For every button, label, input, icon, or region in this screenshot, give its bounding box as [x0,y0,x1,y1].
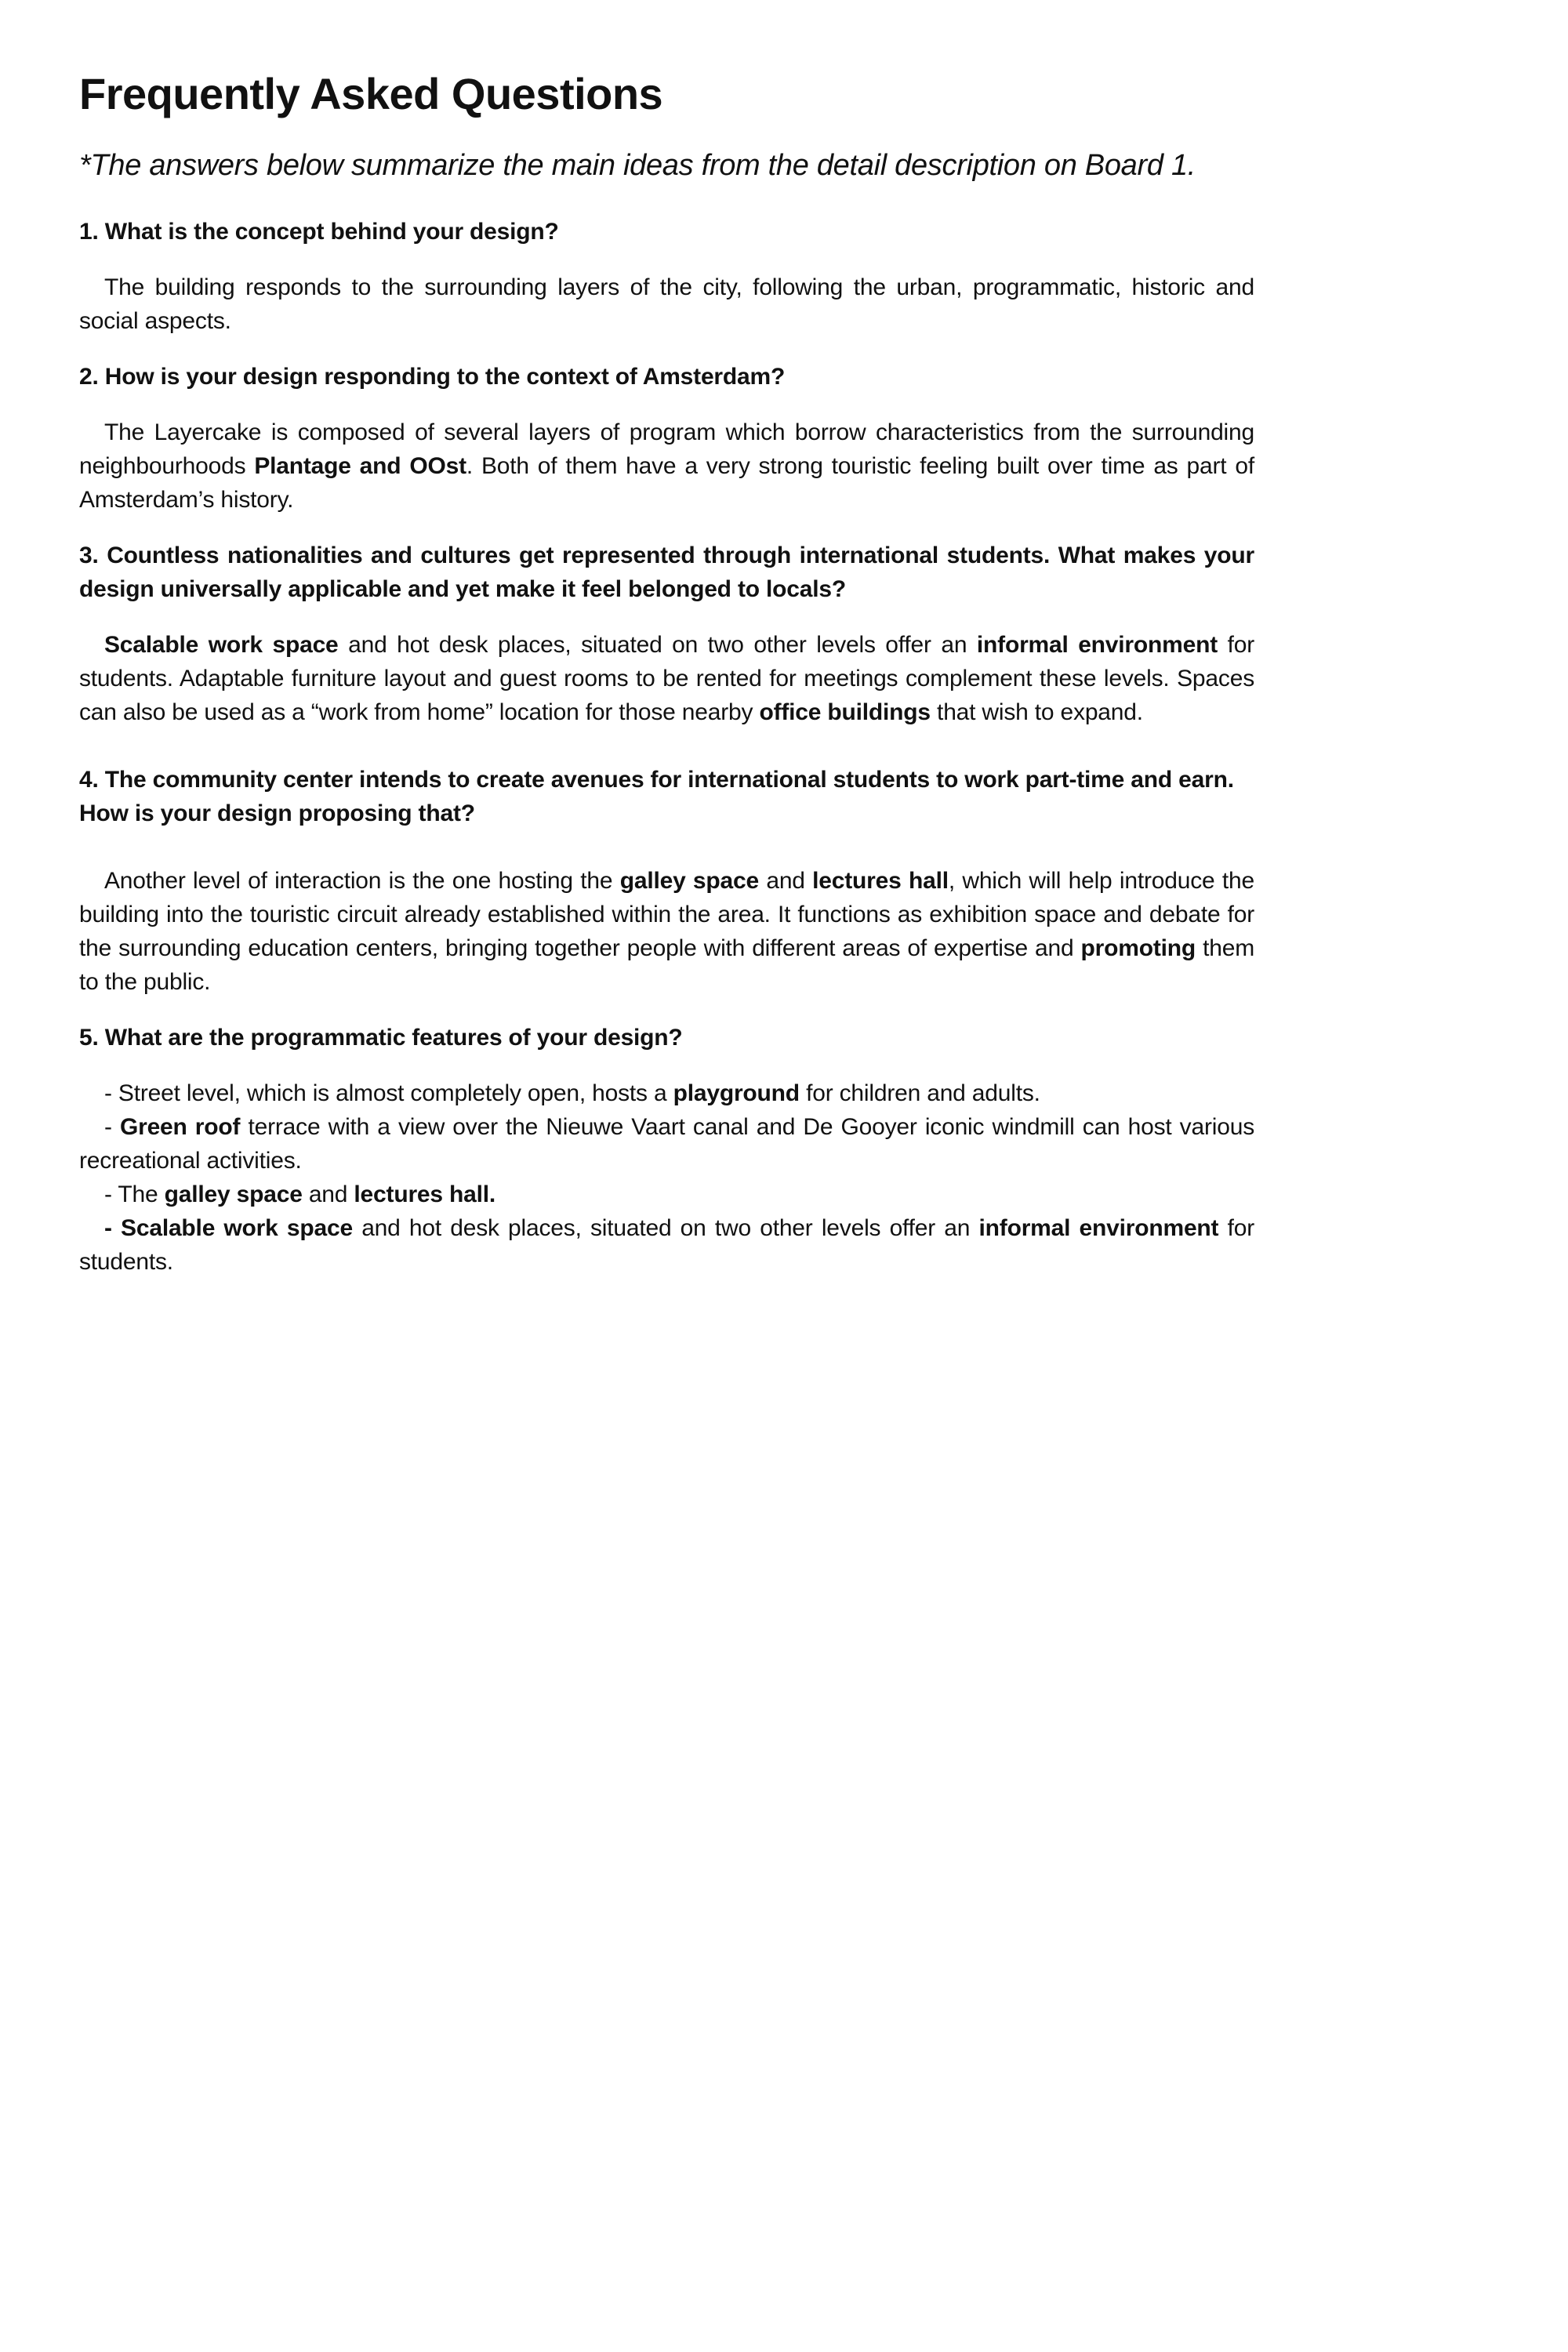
feature-2-bold-1: Green roof [119,1114,241,1140]
answer-3-text-2: for students. Adaptable furniture layout and guest rooms to be rented for meetings complement these levels. Spaces can also be used as a “work from home” location for those nearby [79,632,1254,725]
feature-1-text-1: - Street level, which is almost completely open, hosts a [104,1080,673,1106]
question-2: 2. How is your design responding to the context of Amsterdam? [79,364,786,390]
feature-item-4 [79,1211,1254,1279]
feature-3-bold-2: lectures hall. [354,1181,496,1207]
question-1: 1. What is the concept behind your design? [79,219,559,245]
answer-3-bold-2: informal environment [976,632,1218,658]
answer-3-text-1: and hot desk places, situated on two other levels offer an [338,632,977,658]
feature-list [79,1076,1254,1279]
feature-item-1 [79,1076,1254,1110]
answer-4-bold-3: promoting [1080,935,1196,961]
question-4-line-1: 4. The community center intends to create avenues for international students to work part-time and earn. [79,767,1234,793]
feature-1-text-2: for children and adults. [799,1080,1040,1106]
answer-4-text-4: them to the public. [79,935,1255,995]
answer-3-text-3: that wish to expand. [930,699,1143,725]
feature-item-3 [79,1178,1254,1211]
feature-3-text-2: and [302,1181,354,1207]
feature-3-text-1: - The [104,1181,165,1207]
page-subtitle: *The answers below summarize the main ideas from the detail description on Board 1. [79,149,1196,182]
answer-4-text-2: and [758,868,813,894]
answer-4-text-3: , which will help introduce the building into the touristic circuit already established within the area. It functions as exhibition space and debate for the surrounding education centers, bringing together people with different areas of expertise and [79,868,1254,961]
question-5: 5. What are the programmatic features of your design? [79,1025,683,1051]
answer-3 [79,628,1254,729]
feature-4-bold-2: informal environment [978,1215,1219,1241]
question-4 [79,763,1254,830]
feature-2-text-2: terrace with a view over the Nieuwe Vaart canal and De Gooyer iconic windmill can host various recreational activities. [79,1114,1254,1174]
question-3: 3. Countless nationalities and cultures get represented through international students. What makes your design universally applicable and yet make it feel belonged to locals? [79,543,1254,602]
answer-2-text-2: . Both of them have a very strong touristic feeling built over time as part of Amsterdam’s history. [79,453,1254,513]
answer-2 [79,416,1254,517]
feature-2-text-1: - [104,1114,120,1140]
answer-4-text-1: Another level of interaction is the one hosting the [104,868,620,894]
answer-4-bold-1: galley space [619,868,759,894]
answer-1: The building responds to the surrounding layers of the city, following the urban, programmatic, historic and social aspects. [79,274,1254,334]
faq-document [79,64,1254,1301]
answer-2-text-1: The Layercake is composed of several layers of program which borrow characteristics from the surrounding neighbourhoods [79,419,1254,479]
answer-3-bold-1: Scalable work space [104,632,339,658]
feature-item-2 [79,1110,1254,1178]
page-title: Frequently Asked Questions [79,69,663,118]
question-4-line-2: How is your design proposing that? [79,800,475,826]
feature-1-bold-1: playground [673,1080,800,1106]
answer-2-bold-1: Plantage and OOst [254,453,466,479]
answer-4 [79,864,1254,999]
feature-4-text-2: for students. [79,1215,1255,1275]
answer-3-bold-3: office buildings [759,699,931,725]
feature-3-bold-1: galley space [164,1181,303,1207]
feature-4-text-1: and hot desk places, situated on two other levels offer an [352,1215,979,1241]
feature-4-bold-1: - Scalable work space [104,1215,353,1241]
answer-4-bold-2: lectures hall [812,868,949,894]
